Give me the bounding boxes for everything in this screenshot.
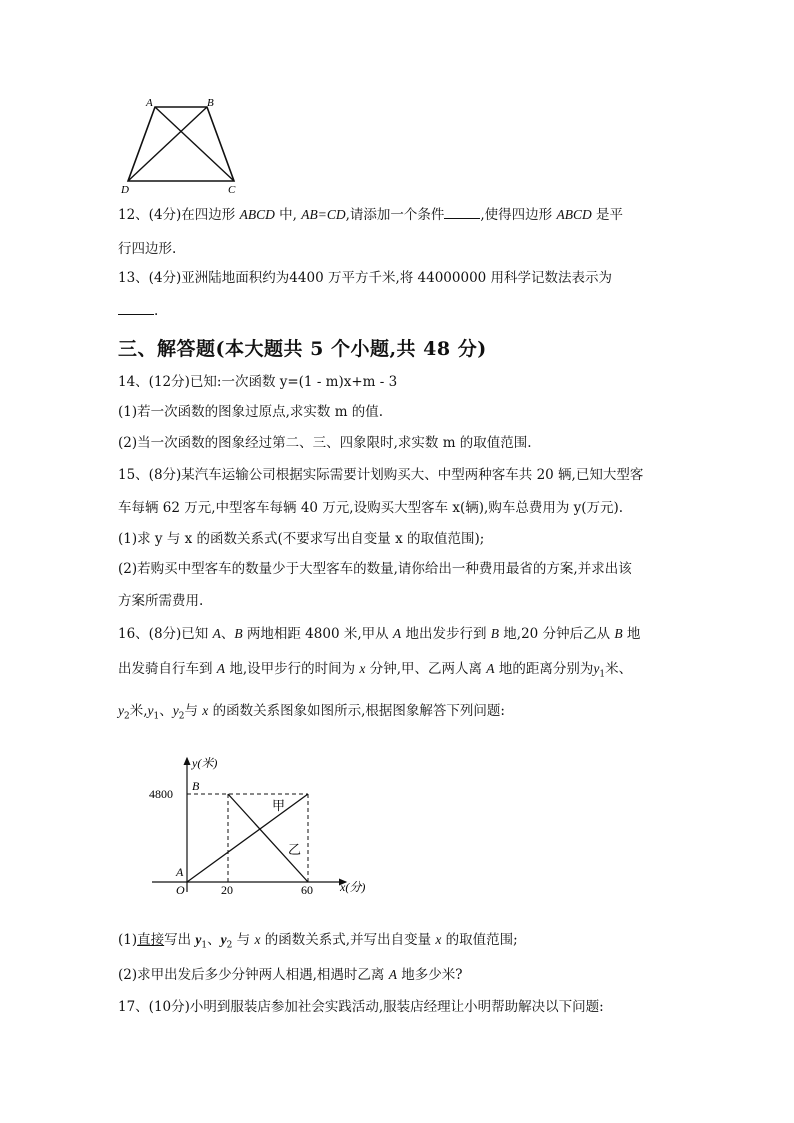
vertex-a-label: A bbox=[146, 97, 153, 109]
q16-line2: 出发骑自行车到 A 地,设甲步行的时间为 x 分钟,甲、乙两人离 A 地的距离分别为$y_1$米、 bbox=[118, 661, 633, 680]
q17-line1: 17、(10分)小明到服装店参加社会实践活动,服装店经理让小明帮助解决以下问题: bbox=[118, 999, 604, 1015]
x-axis-label: x(分) bbox=[340, 880, 366, 894]
q12-line1: 12、(4分)在四边形 ABCD 中, AB=CD,请添加一个条件 ,使得四边形 ABCD 是平 bbox=[118, 207, 624, 223]
y-axis-label: y(米) bbox=[192, 756, 218, 770]
y-tick-4800: 4800 bbox=[149, 787, 173, 801]
point-b-label: B bbox=[192, 779, 200, 793]
q14-part2: (2)当一次函数的图象经过第二、三、四象限时,求实数 m 的取值范围. bbox=[118, 435, 532, 451]
x-tick-20: 20 bbox=[221, 883, 233, 897]
yi-line bbox=[228, 794, 308, 882]
q12-answer-blank[interactable] bbox=[444, 218, 480, 219]
q15-line1: 15、(8分)某汽车运输公司根据实际需要计划购买大、中型两种客车共 20 辆,已知大型客 bbox=[118, 467, 644, 483]
q15-part2-line1: (2)若购买中型客车的数量少于大型客车的数量,请你给出一种费用最省的方案,并求出该 bbox=[118, 561, 632, 577]
x-tick-60: 60 bbox=[301, 883, 313, 897]
yi-label: 乙 bbox=[288, 842, 302, 857]
vertex-b-label: B bbox=[207, 97, 214, 109]
jia-line bbox=[187, 794, 308, 882]
q13-answer-blank[interactable] bbox=[118, 314, 154, 315]
q15-part2-line2: 方案所需费用. bbox=[118, 593, 204, 609]
jia-label: 甲 bbox=[272, 798, 286, 813]
q14-part1: (1)若一次函数的图象过原点,求实数 m 的值. bbox=[118, 404, 384, 420]
q16-line3: $y_2$米$,y_1$、$y_2$与 x 的函数关系图象如图所示,根据图象解答下列问题: bbox=[118, 703, 505, 722]
distance-time-graph bbox=[140, 750, 390, 900]
q12-line2: 行四边形. bbox=[118, 241, 177, 257]
q13-line2: . bbox=[118, 305, 158, 319]
point-a-label: A bbox=[176, 865, 184, 879]
q15-part1: (1)求 y 与 x 的函数关系式(不要求写出自变量 x 的取值范围); bbox=[118, 531, 485, 547]
trapezoid-figure bbox=[110, 95, 250, 195]
vertex-c-label: C bbox=[228, 184, 236, 195]
section-heading: 三、解答题(本大题共 5 个小题,共 48 分) bbox=[118, 338, 487, 360]
q16-line1: 16、(8分)已知 A、B 两地相距 4800 米,甲从 A 地出发步行到 B 地,20 分钟后乙从 B 地 bbox=[118, 626, 641, 642]
q16-part1: (1)直接写出 $y_1$、$y_2$ 与 x 的函数关系式,并写出自变量 x 的取值范围; bbox=[118, 932, 518, 951]
origin-label: O bbox=[176, 883, 185, 897]
q14-stem: 14、(12分)已知:一次函数 y=(1 - m)x+m - 3 bbox=[118, 374, 398, 390]
q16-part2: (2)求甲出发后多少分钟两人相遇,相遇时乙离 A 地多少米? bbox=[118, 967, 463, 983]
trapezoid-outline bbox=[128, 107, 234, 181]
vertex-d-label: D bbox=[121, 184, 129, 195]
q15-line2: 车每辆 62 万元,中型客车每辆 40 万元,设购买大型客车 x(辆),购车总费用为 y(万元). bbox=[118, 500, 624, 516]
q13-line1: 13、(4分)亚洲陆地面积约为4400 万平方千米,将 44000000 用科学记数法表示为 bbox=[118, 270, 613, 286]
